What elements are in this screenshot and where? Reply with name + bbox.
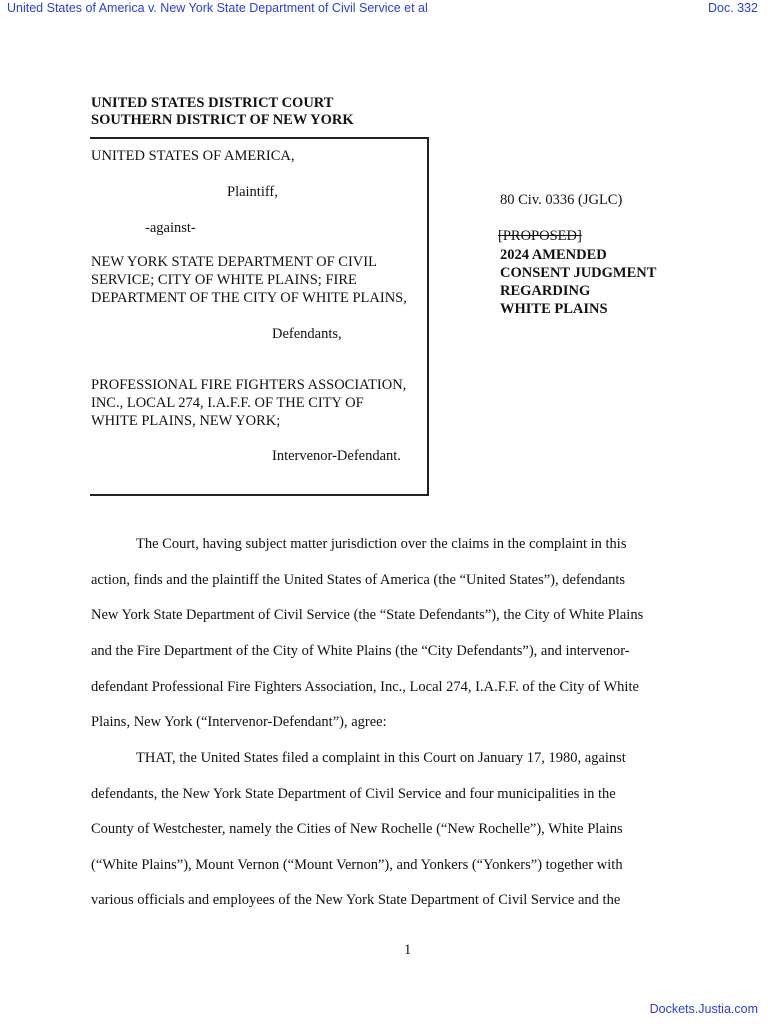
against-label: -against- <box>145 220 196 236</box>
document-number-link[interactable]: Doc. 332 <box>707 1 758 15</box>
case-number: 80 Civ. 0336 (JGLC) <box>500 192 623 208</box>
defendants-role: Defendants, <box>272 326 342 342</box>
defendants-line-3: DEPARTMENT OF THE CITY OF WHITE PLAINS, <box>91 290 407 306</box>
plaintiff-name: UNITED STATES OF AMERICA, <box>91 148 295 164</box>
body-line: THAT, the United States filed a complaint in this Court on January 17, 1980, against <box>136 750 626 766</box>
case-title-link[interactable]: United States of America v. New York State Department of Civil Service et al <box>7 1 428 15</box>
judgment-title <box>500 246 656 318</box>
court-name: UNITED STATES DISTRICT COURT <box>91 95 334 111</box>
defendants-line-1: NEW YORK STATE DEPARTMENT OF CIVIL <box>91 254 377 270</box>
judgment-title-line-1: 2024 AMENDED <box>500 247 607 263</box>
intervenor-role: Intervenor-Defendant. <box>272 448 401 464</box>
body-line: defendants, the New York State Department of Civil Service and four municipalities in the <box>91 786 616 802</box>
court-heading <box>91 95 354 129</box>
judgment-title-line-4: WHITE PLAINS <box>500 301 608 317</box>
defendants-line-2: SERVICE; CITY OF WHITE PLAINS; FIRE <box>91 272 357 288</box>
body-line: County of Westchester, namely the Cities of New Rochelle (“New Rochelle”), White Plains <box>91 821 623 837</box>
judgment-title-line-2: CONSENT JUDGMENT <box>500 265 657 281</box>
body-line: Plains, New York (“Intervenor-Defendant”), agree: <box>91 714 387 730</box>
body-line: various officials and employees of the New York State Department of Civil Service and the <box>91 892 621 908</box>
body-line: New York State Department of Civil Service (the “State Defendants”), the City of White Plains <box>91 607 644 623</box>
intervenor-line-2: INC., LOCAL 274, I.A.F.F. OF THE CITY OF <box>91 395 364 411</box>
body-line: and the Fire Department of the City of White Plains (the “City Defendants”), and intervenor- <box>91 643 630 659</box>
intervenor-line-3: WHITE PLAINS, NEW YORK; <box>91 413 281 429</box>
body-line: defendant Professional Fire Fighters Association, Inc., Local 274, I.A.F.F. of the City of White <box>91 679 639 695</box>
court-district: SOUTHERN DISTRICT OF NEW YORK <box>91 112 354 128</box>
body-line: The Court, having subject matter jurisdiction over the claims in the complaint in this <box>136 536 627 552</box>
intervenor-line-1: PROFESSIONAL FIRE FIGHTERS ASSOCIATION, <box>91 377 407 393</box>
justia-source-link[interactable]: Dockets.Justia.com <box>649 1002 758 1016</box>
body-line: action, finds and the plaintiff the United States of America (the “United States”), defendants <box>91 572 626 588</box>
plaintiff-role: Plaintiff, <box>227 184 278 200</box>
judgment-title-line-3: REGARDING <box>500 283 591 299</box>
body-line: (“White Plains”), Mount Vernon (“Mount Vernon”), and Yonkers (“Yonkers”) together with <box>91 857 623 873</box>
proposed-label: [PROPOSED] <box>498 228 582 244</box>
page-number: 1 <box>404 942 412 958</box>
